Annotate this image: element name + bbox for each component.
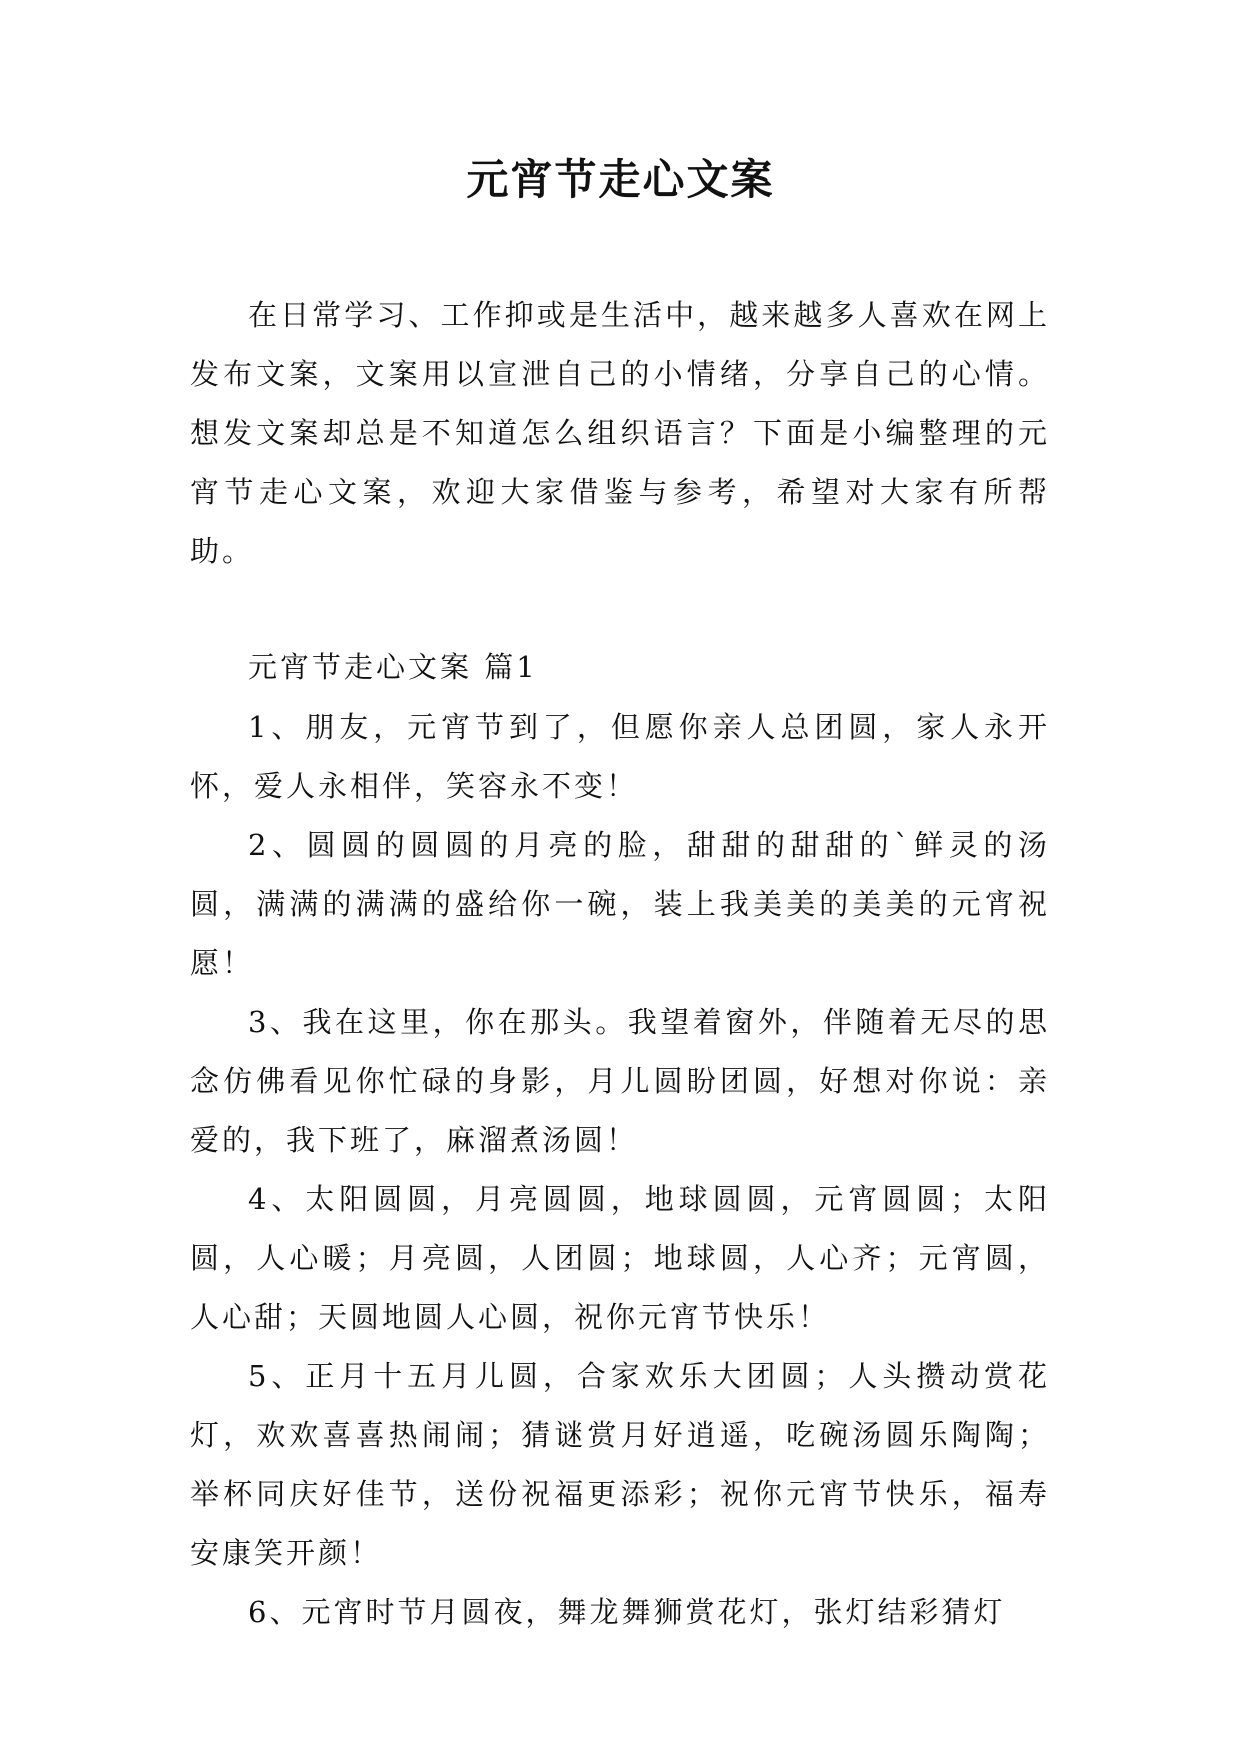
intro-paragraph: 在日常学习、工作抑或是生活中，越来越多人喜欢在网上发布文案，文案用以宣泄自己的小情绪，分享自己的心情。想发文案却总是不知道怎么组织语言？下面是小编整理的元宵节走心文案，欢迎大家借鉴与参考，希望对大家有所帮助。 — [190, 298, 1050, 568]
list-item: 5、正月十五月儿圆，合家欢乐大团圆；人头攒动赏花灯，欢欢喜喜热闹闹；猜谜赏月好逍遥，吃碗汤圆乐陶陶；举杯同庆好佳节，送份祝福更添彩；祝你元宵节快乐，福寿安康笑开颜！ — [190, 1359, 1050, 1570]
list-item: 3、我在这里，你在那头。我望着窗外，伴随着无尽的思念仿佛看见你忙碌的身影，月儿圆盼团圆，好想对你说：亲爱的，我下班了，麻溜煮汤圆！ — [190, 1005, 1050, 1157]
list-item: 4、太阳圆圆，月亮圆圆，地球圆圆，元宵圆圆；太阳圆，人心暖；月亮圆，人团圆；地球圆，人心齐；元宵圆，人心甜；天圆地圆人心圆，祝你元宵节快乐！ — [190, 1182, 1050, 1334]
list-item: 1、朋友，元宵节到了，但愿你亲人总团圆，家人永开怀，爱人永相伴，笑容永不变！ — [190, 710, 1050, 803]
section-heading: 元宵节走心文案 篇1 — [248, 650, 538, 684]
document-title: 元宵节走心文案 — [466, 155, 775, 204]
item-list — [190, 698, 1050, 1642]
list-item: 6、元宵时节月圆夜，舞龙舞狮赏花灯，张灯结彩猜灯 — [248, 1595, 1006, 1629]
list-item: 2、圆圆的圆圆的月亮的脸，甜甜的甜甜的`鲜灵的汤圆，满满的满满的盛给你一碗，装上我美美的美美的元宵祝愿！ — [190, 828, 1050, 980]
